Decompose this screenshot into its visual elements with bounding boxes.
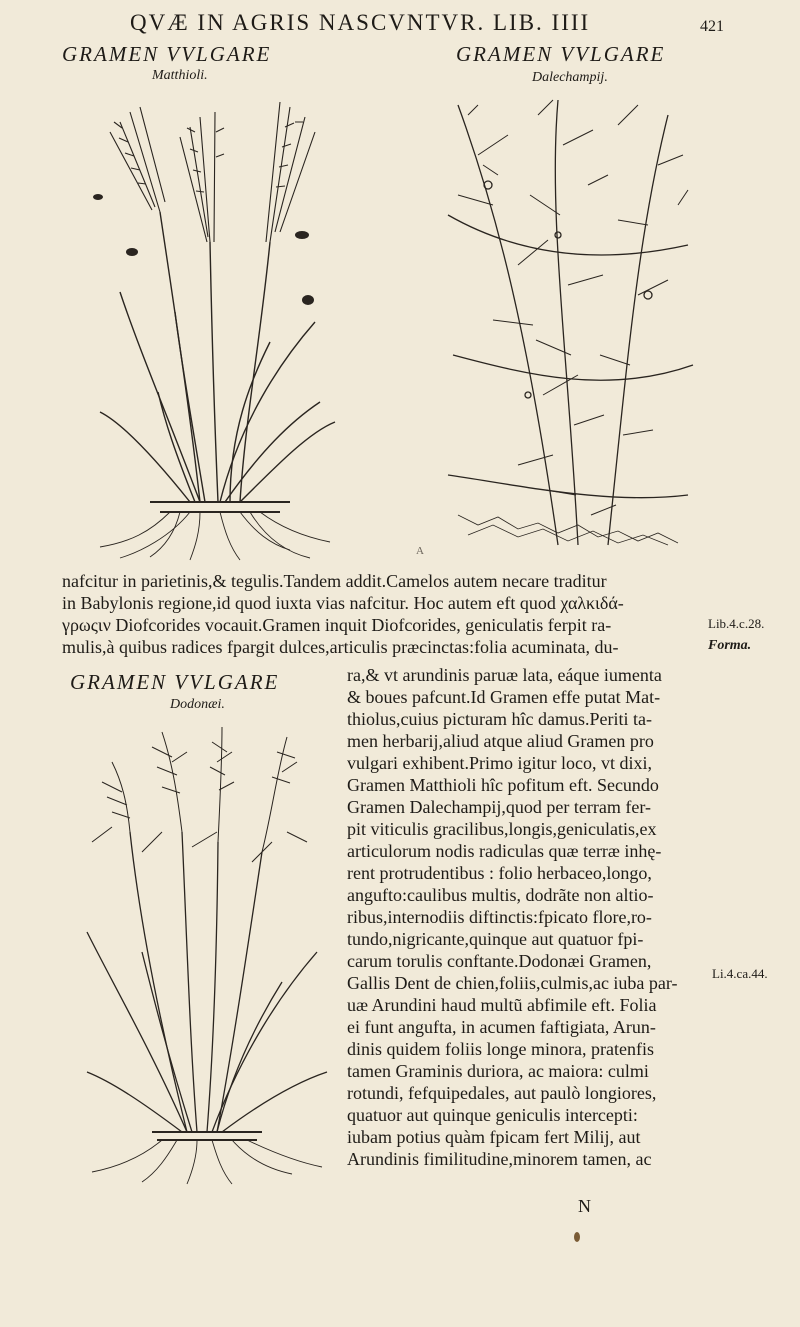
figure-title-matthioli: GRAMEN VVLGARE <box>62 42 272 66</box>
text-line: articulorum nodis radiculas quæ terræ inhę- <box>347 841 662 861</box>
text-line: quatuor aut quinque geniculis intercepti: <box>347 1105 638 1125</box>
text-line: Arundinis fimilitudine,minorem tamen, ac <box>347 1149 652 1169</box>
text-line: uæ Arundini haud multũ abfimile eft. Folia <box>347 995 657 1015</box>
figure-subtitle-matthioli: Matthioli. <box>152 68 208 83</box>
text-line: ribus,internodiis diftinctis:fpicato flore,ro- <box>347 907 652 927</box>
text-line: angufto:caulibus multis, dodrãte non altio- <box>347 885 654 905</box>
margin-note-forma: Forma. <box>708 638 752 653</box>
text-line: in Babylonis regione,id quod iuxta vias nafcitur. Hoc autem eft quod χαλκιδά- <box>62 593 624 613</box>
woodcut-gramen-matthioli <box>80 92 340 562</box>
signature-mark: N <box>578 1196 591 1216</box>
figure-subtitle-dodonaei: Dodonæi. <box>170 697 225 712</box>
text-line: Gramen Matthioli hîc pofitum eft. Secundo <box>347 775 659 795</box>
text-line: thiolus,cuius picturam hîc damus.Periti ta- <box>347 709 652 729</box>
text-line: ra,& vt arundinis paruæ lata, eáque iumenta <box>347 665 662 685</box>
margin-note-reference: Lib.4.c.28. <box>708 616 765 631</box>
figure-title-dalechampij: GRAMEN VVLGARE <box>456 42 666 66</box>
figure-subtitle-dalechampij: Dalechampij. <box>532 70 608 85</box>
text-line: Gramen Dalechampij,quod per terram fer- <box>347 797 651 817</box>
text-line: dinis quidem foliis longe minora, pratenfis <box>347 1039 654 1059</box>
text-line: rotundi, fefquipedales, aut paulò longiores, <box>347 1083 657 1103</box>
text-line: nafcitur in parietinis,& tegulis.Tandem addit.Camelos autem necare traditur <box>62 571 607 591</box>
text-line: γρωςιν Diofcorides vocauit.Gramen inquit Diofcorides, geniculatis ferpit ra- <box>62 615 612 635</box>
text-line: ei funt angufta, in acumen faftigiata, Arun- <box>347 1017 656 1037</box>
text-line: tamen Graminis duriora, ac maiora: culmi <box>347 1061 649 1081</box>
ink-spot <box>574 1232 580 1242</box>
text-line: pit viticulis gracilibus,longis,geniculatis,ex <box>347 819 657 839</box>
figure-title-dodonaei: GRAMEN VVLGARE <box>70 670 280 694</box>
margin-note-reference: Li.4.ca.44. <box>712 966 768 981</box>
text-line: tundo,nigricante,quinque aut quatuor fpi- <box>347 929 644 949</box>
text-line: Gallis Dent de chien,foliis,culmis,ac iuba par- <box>347 973 678 993</box>
text-line: rent protrudentibus : folio herbaceo,longo, <box>347 863 652 883</box>
woodcut-gramen-dodonaei <box>72 722 334 1187</box>
text-line: men herbarij,aliud atque aliud Gramen pro <box>347 731 654 751</box>
text-line: mulis,à quibus radices fpargit dulces,articulis præcinctas:folia acuminata, du- <box>62 637 619 657</box>
page-number: 421 <box>700 18 724 35</box>
running-head: QVÆ IN AGRIS NASCVNTVR. LIB. IIII <box>130 10 591 35</box>
text-line: iubam potius quàm fpicam fert Milij, aut <box>347 1127 641 1147</box>
woodcut-gramen-dalechampij <box>438 95 700 560</box>
text-line: carum torulis conftante.Dodonæi Gramen, <box>347 951 652 971</box>
text-line: vulgari exhibent.Primo igitur loco, vt dixi, <box>347 753 652 773</box>
figure-letter-label: A <box>416 545 424 557</box>
text-line: & boues pafcunt.Id Gramen effe putat Mat- <box>347 687 661 707</box>
